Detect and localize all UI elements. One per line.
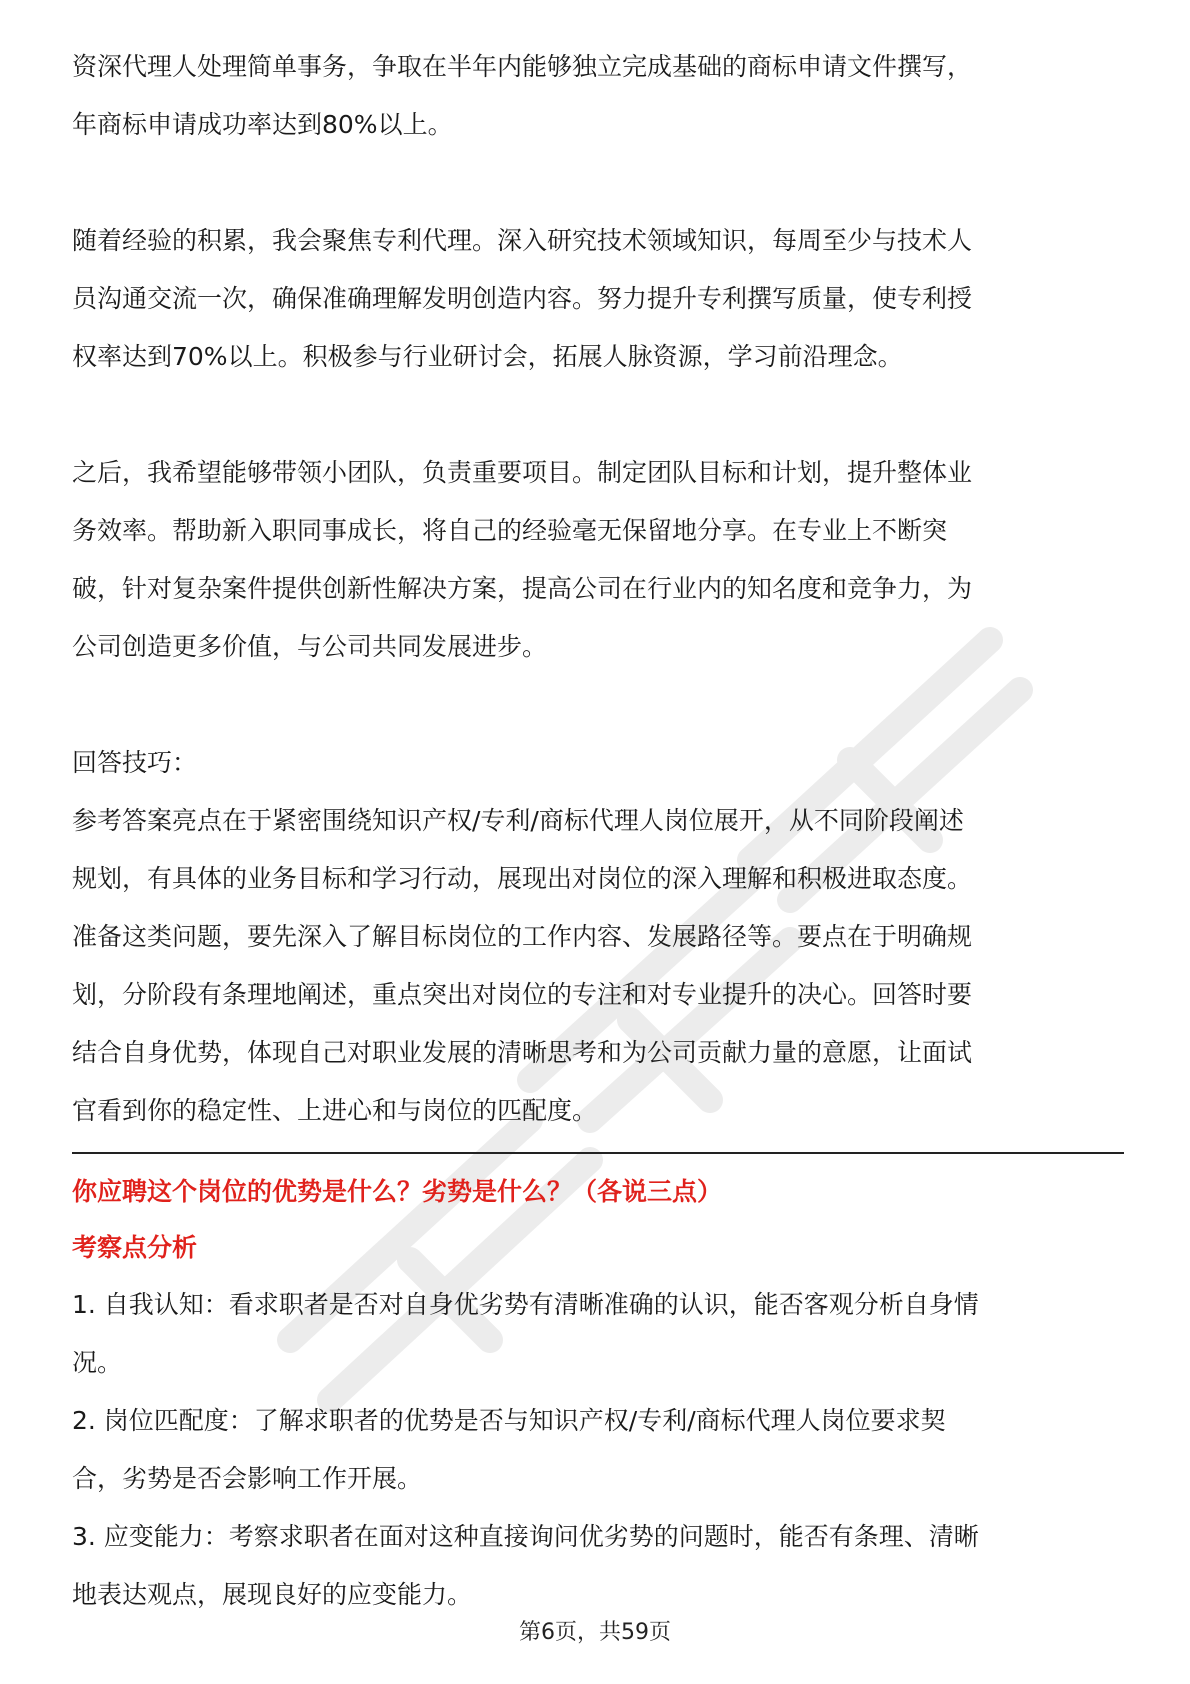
tips-label: 回答技巧： — [72, 748, 198, 777]
content-area — [72, 38, 1124, 1624]
analysis-item-line: 合，劣势是否会影响工作开展。 — [72, 1464, 423, 1493]
analysis-item-line: 1. 自我认知：看求职者是否对自身优劣势有清晰准确的认识，能否客观分析自身情 — [72, 1290, 979, 1319]
paragraph-line: 公司创造更多价值，与公司共同发展进步。 — [72, 632, 548, 661]
paragraph-line: 年商标申请成功率达到80%以上。 — [72, 110, 453, 139]
tips-line: 规划，有具体的业务目标和学习行动，展现出对岗位的深入理解和积极进取态度。 — [72, 864, 973, 893]
tips-line: 划，分阶段有条理地阐述，重点突出对岗位的专注和对专业提升的决心。回答时要 — [72, 980, 973, 1009]
tips-line: 结合自身优势，体现自己对职业发展的清晰思考和为公司贡献力量的意愿，让面试 — [72, 1038, 973, 1067]
analysis-item-line: 3. 应变能力：考察求职者在面对这种直接询问优劣势的问题时，能否有条理、清晰 — [72, 1522, 979, 1551]
question-title: 你应聘这个岗位的优势是什么？劣势是什么？（各说三点） — [72, 1177, 723, 1206]
tips-line: 准备这类问题，要先深入了解目标岗位的工作内容、发展路径等。要点在于明确规 — [72, 922, 973, 951]
tips-line: 官看到你的稳定性、上进心和与岗位的匹配度。 — [72, 1096, 598, 1125]
paragraph-line: 资深代理人处理简单事务，争取在半年内能够独立完成基础的商标申请文件撰写， — [72, 52, 973, 81]
paragraph-line: 权率达到70%以上。积极参与行业研讨会，拓展人脉资源，学习前沿理念。 — [72, 342, 903, 371]
analysis-heading: 考察点分析 — [72, 1233, 198, 1262]
paragraph-line: 破，针对复杂案件提供创新性解决方案，提高公司在行业内的知名度和竞争力，为 — [72, 574, 973, 603]
paragraph-line: 员沟通交流一次，确保准确理解发明创造内容。努力提升专利撰写质量，使专利授 — [72, 284, 973, 313]
page-number-footer: 第6页，共59页 — [519, 1620, 671, 1645]
paragraph-line: 随着经验的积累，我会聚焦专利代理。深入研究技术领域知识，每周至少与技术人 — [72, 226, 973, 255]
tips-line: 参考答案亮点在于紧密围绕知识产权/专利/商标代理人岗位展开，从不同阶段阐述 — [72, 806, 964, 835]
paragraph-line: 之后，我希望能够带领小团队，负责重要项目。制定团队目标和计划，提升整体业 — [72, 458, 973, 487]
analysis-item-line: 2. 岗位匹配度：了解求职者的优势是否与知识产权/专利/商标代理人岗位要求契 — [72, 1406, 946, 1435]
section-divider — [72, 1152, 1124, 1154]
analysis-item-line: 况。 — [72, 1348, 123, 1377]
analysis-item-line: 地表达观点，展现良好的应变能力。 — [72, 1580, 473, 1609]
paragraph-line: 务效率。帮助新入职同事成长，将自己的经验毫无保留地分享。在专业上不断突 — [72, 516, 948, 545]
